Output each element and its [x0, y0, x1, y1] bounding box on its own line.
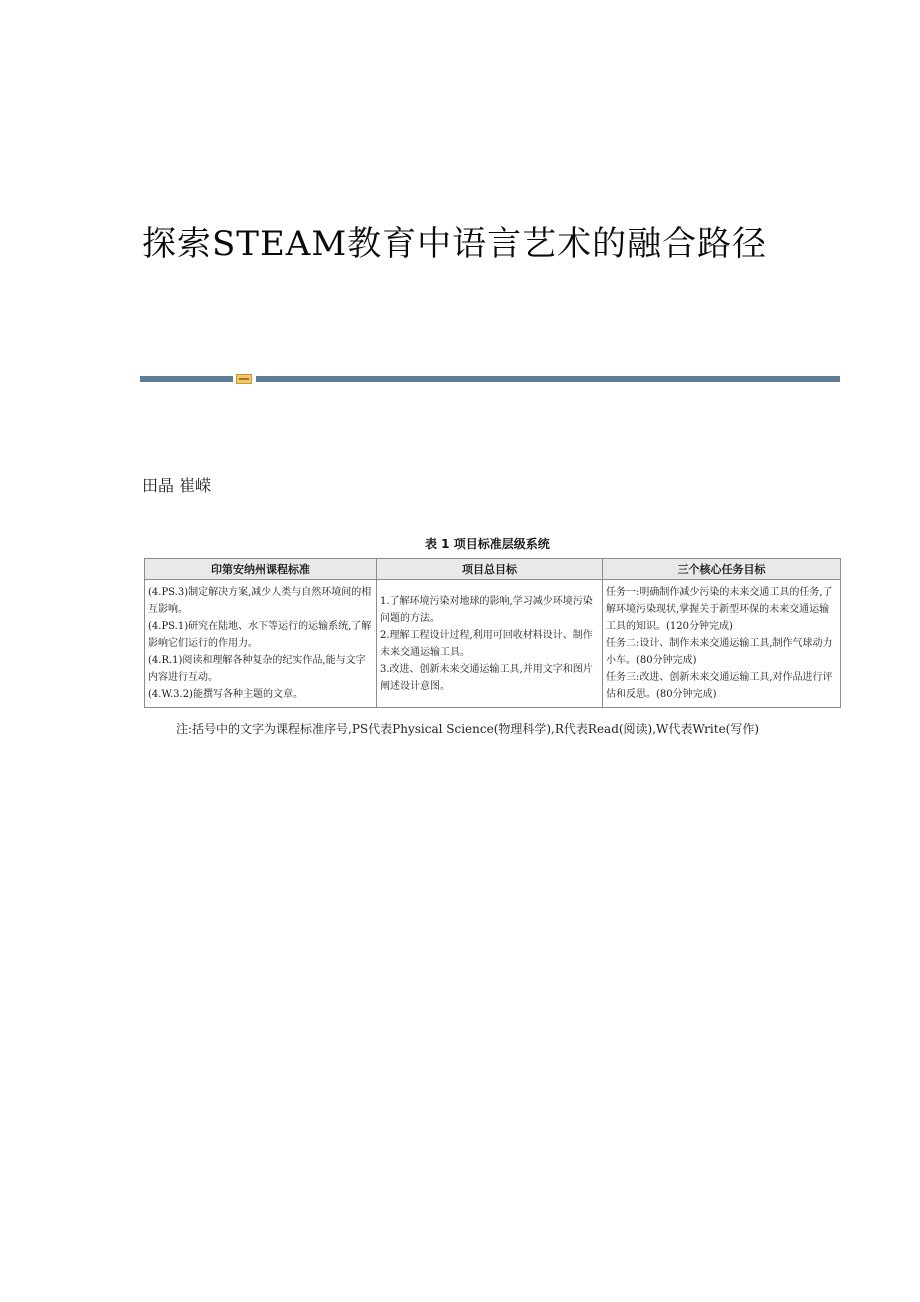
- cell-indiana-standards: [145, 580, 377, 708]
- goal-item: 2.理解工程设计过程,利用可回收材料设计、制作未来交通运输工具。: [380, 629, 593, 658]
- ornament-icon: [236, 374, 252, 384]
- header-core-task-goals: 三个核心任务目标: [603, 559, 841, 580]
- divider-bar-left: [140, 376, 233, 382]
- cell-project-goals: [377, 580, 603, 708]
- standard-item: (4.PS.1)研究在陆地、水下等运行的运输系统,了解影响它们运行的作用力。: [148, 621, 372, 649]
- standard-item: (4.PS.3)制定解决方案,减少人类与自然环境间的相互影响。: [148, 587, 372, 615]
- section-divider: [140, 374, 840, 384]
- divider-bar-right: [256, 376, 840, 382]
- cell-core-task-goals: [603, 580, 841, 708]
- task-item: 任务一:明确制作减少污染的未来交通工具的任务,了解环境污染现状,掌握关于新型环保的未来交通运输工具的知识。(120分钟完成): [606, 587, 833, 632]
- page-title: 探索STEAM教育中语言艺术的融合路径: [142, 224, 768, 264]
- authors: 田晶 崔嵘: [142, 476, 212, 495]
- standards-table: [144, 558, 841, 708]
- header-project-goals: 项目总目标: [377, 559, 603, 580]
- goal-item: 1.了解环境污染对地球的影响,学习减少环境污染问题的方法。: [380, 595, 593, 624]
- table-caption: 表 1 项目标准层级系统: [425, 537, 550, 551]
- standard-item: (4.W.3.2)能撰写各种主题的文章。: [148, 689, 303, 700]
- goal-item: 3.改进、创新未来交通运输工具,并用文字和图片阐述设计意图。: [380, 663, 593, 692]
- table-row: [145, 580, 841, 708]
- table-header-row: [145, 559, 841, 580]
- task-item: 任务二:设计、制作未来交通运输工具,制作气球动力小车。(80分钟完成): [606, 638, 833, 666]
- header-indiana-standards: 印第安纳州课程标准: [145, 559, 377, 580]
- task-item: 任务三:改进、创新未来交通运输工具,对作品进行评估和反思。(80分钟完成): [606, 672, 833, 700]
- table-note: 注:括号中的文字为课程标准序号,PS代表Physical Science(物理科学),R代表Read(阅读),W代表Write(写作): [176, 722, 760, 736]
- standard-item: (4.R.1)阅读和理解各种复杂的纪实作品,能与文字内容进行互动。: [148, 655, 366, 683]
